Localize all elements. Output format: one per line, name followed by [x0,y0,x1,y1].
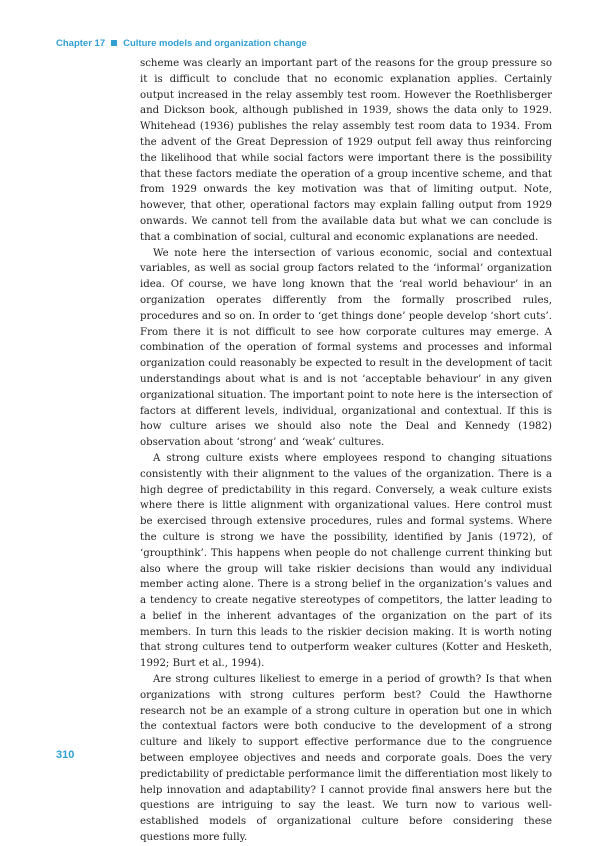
paragraph: scheme was clearly an important part of the reasons for the group pressure so it is difficult to conclude that no economic explanation applies. Certainly output increased in the relay assembly test room. However the Roethlisberger and Dickson book, although published in 1939, shows the data only to 1929. Whitehead (1936) publishes the relay assembly test room data to 1934. From the advent of the Great Depression of 1929 output fell away thus reinforcing the likelihood that while social factors were important there is the possibility that these factors mediate the operation of a group incentive scheme, and that from 1929 onwards the key motivation was that of limiting output. Note, however, that other, operational factors may explain falling output from 1929 onwards. We cannot tell from the available data but what we can conclude is that a combination of social, cultural and economic explanations are needed. [140,58,552,243]
square-bullet-icon [111,40,117,46]
chapter-label: Chapter 17 [56,38,106,49]
paragraph: We note here the intersection of various economic, social and contextual variables, as well as social group factors related to the ‘informal’ organization idea. Of course, we have long known that the ‘real world behaviour’ in an organization operates differently from the formally proscribed rules, procedures and so on. In order to ‘get things done’ people develop ‘short cuts’. From there it is not difficult to see how corporate cultures may emerge. A combination of the operation of formal systems and processes and informal organization could reasonably be expected to result in the development of tacit understandings about what is and is not ‘acceptable behaviour’ in any given organizational situation. The important point to note here is the intersection of factors at different levels, individual, organizational and contextual. If this is how culture arises we should also note the Deal and Kennedy (1982) observation about ‘strong’ and ‘weak’ cultures. [140,247,552,449]
chapter-title: Culture models and organization change [123,38,307,49]
paragraph: Are strong cultures likeliest to emerge in a period of growth? Is that when organizations with strong cultures perform best? Could the Hawthorne research not be an example of a strong culture in operation but one in which the contextual factors were both conducive to the development of a strong culture and likely to support effective performance due to the congruence between employee objectives and needs and corporate goals. Does the very predictability of predictable performance limit the differentiation most likely to help innovation and adaptability? I cannot provide final answers here but the questions are intriguing to say the least. We turn now to various well-established models of organizational culture before considering these questions more fully. [140,674,552,844]
paragraph: A strong culture exists where employees respond to changing situations consistently with their alignment to the values of the organization. There is a high degree of predictability in this regard. Conversely, a weak culture exists where there is little alignment with organizational values. Here control must be exercised through extensive procedures, rules and formal systems. Where the culture is strong we have the possibility, identified by Janis (1972), of ‘groupthink’. This happens when people do not challenge current thinking but also where the group will take riskier decisions than would any individual member acting alone. There is a strong belief in the organization’s values and a tendency to create negative stereotypes of competitors, the latter leading to a belief in the inherent advantages of the organization on the part of its members. In turn this leads to the riskier decision making. It is worth noting that strong cultures tend to outperform weaker cultures (Kotter and Hesketh, 1992; Burt et al., 1994). [140,452,552,670]
body-text [140,56,552,846]
running-head [56,38,307,49]
page-number: 310 [56,749,75,761]
